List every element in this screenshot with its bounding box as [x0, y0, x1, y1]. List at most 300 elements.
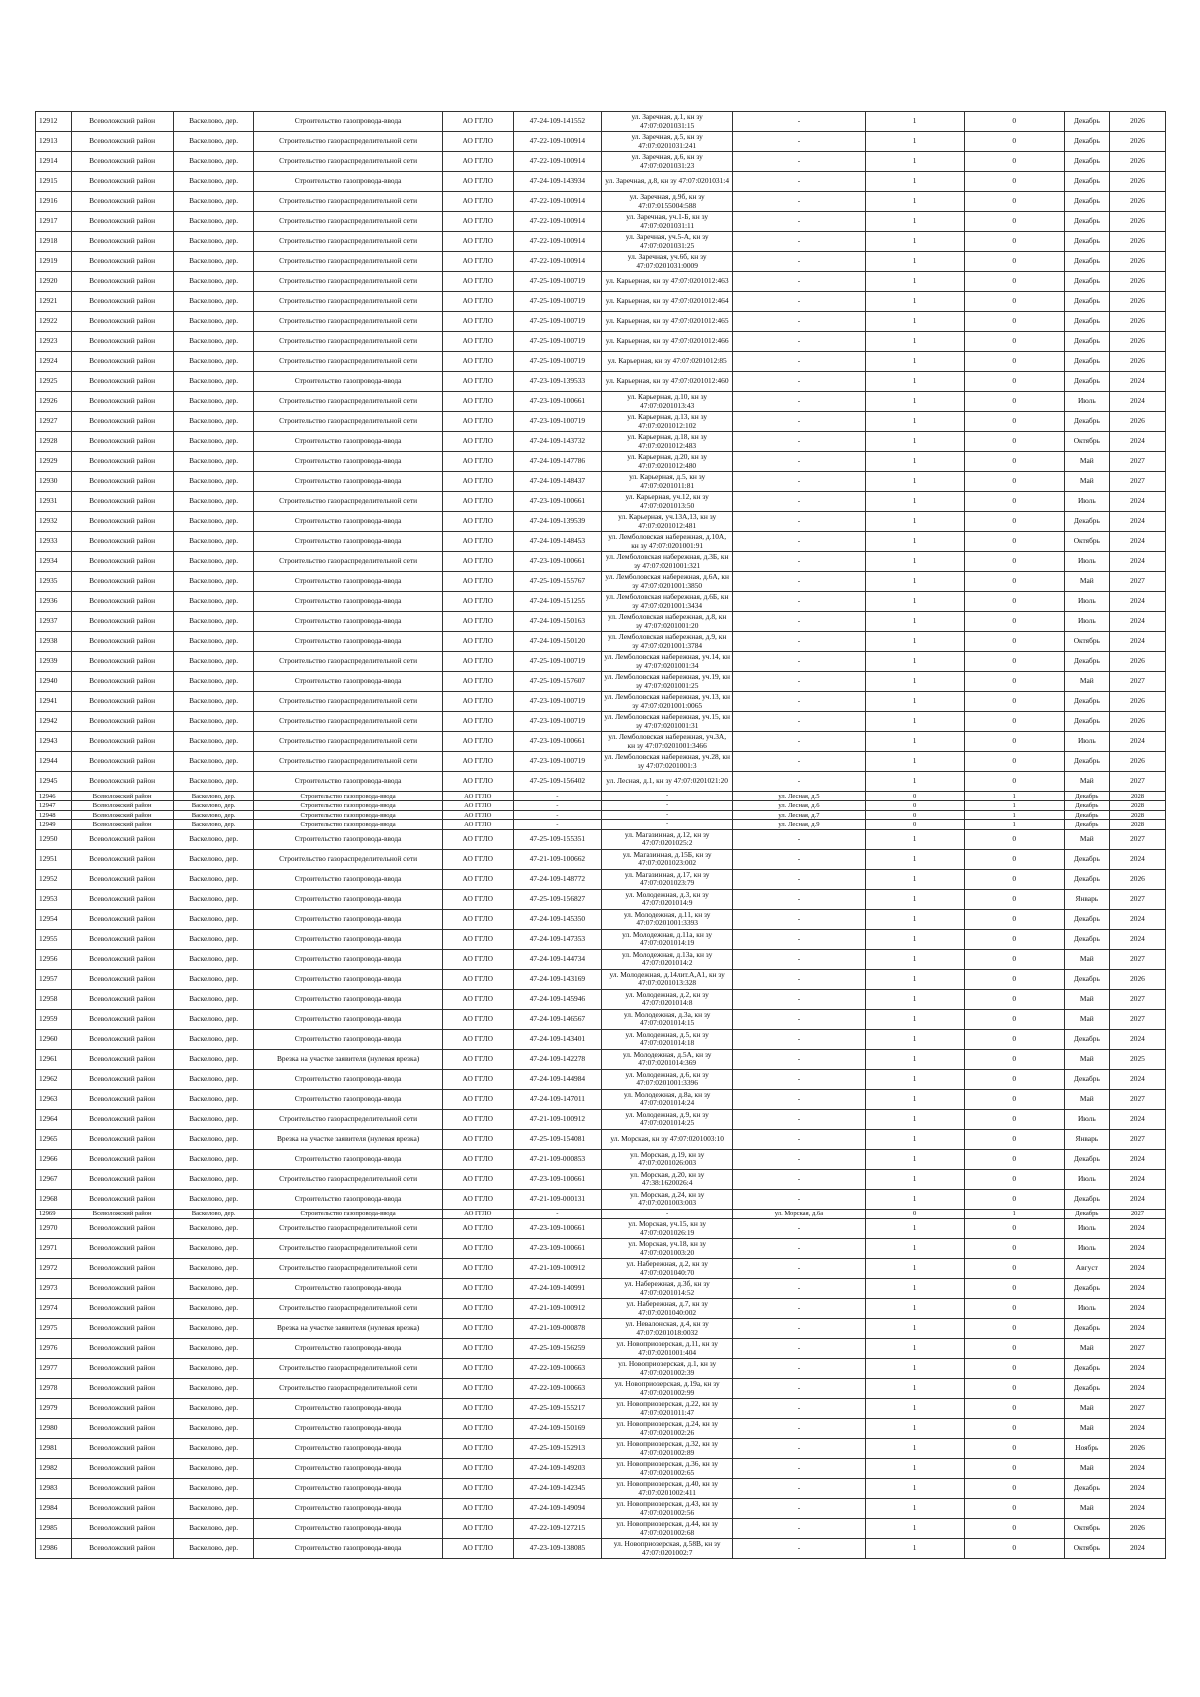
year-cell: 2026 [1109, 969, 1165, 989]
address-cadastral-cell: ул. Заречная, уч.5-А, кн зу 47:07:0201031:25 [602, 232, 733, 252]
district-cell: Всеволожский район [71, 532, 173, 552]
locality-cell: Васкелово, дер. [173, 1259, 254, 1279]
count-a-cell: 1 [865, 1519, 964, 1539]
district-cell: Всеволожский район [71, 432, 173, 452]
tu-number-cell: 47-24-109-145350 [513, 909, 601, 929]
tu-number-cell: 47-21-109-100912 [513, 1109, 601, 1129]
row-number: 12982 [36, 1459, 72, 1479]
table-row [36, 1129, 1166, 1149]
month-cell: Декабрь [1064, 232, 1109, 252]
address-cadastral-cell: ул. Молодежная, д.6, кн зу 47:07:0201001:3396 [602, 1069, 733, 1089]
address-cadastral-cell: - [602, 792, 733, 801]
work-type-cell: Строительство газораспределительной сети [254, 712, 442, 732]
locality-cell: Васкелово, дер. [173, 889, 254, 909]
tu-number-cell: - [513, 801, 601, 810]
address-cadastral-cell: ул. Молодежная, д.13а, кн зу 47:07:0201014:2 [602, 949, 733, 969]
locality-cell: Васкелово, дер. [173, 801, 254, 810]
address-cadastral-cell: ул. Лемболовская набережная, д.6Б, кн зу 47:07:0201001:3434 [602, 592, 733, 612]
address-cadastral-cell: ул. Новоприозерская, д.43, кн зу 47:07:0201002:56 [602, 1499, 733, 1519]
table-row [36, 512, 1166, 532]
locality-cell: Васкелово, дер. [173, 432, 254, 452]
organization-cell: АО ГГЛО [442, 929, 513, 949]
district-cell: Всеволожский район [71, 1339, 173, 1359]
address-extra-cell: - [733, 232, 865, 252]
year-cell: 2026 [1109, 172, 1165, 192]
month-cell: Декабрь [1064, 352, 1109, 372]
count-b-cell: 0 [964, 1189, 1064, 1209]
address-extra-cell: - [733, 212, 865, 232]
locality-cell: Васкелово, дер. [173, 392, 254, 412]
district-cell: Всеволожский район [71, 212, 173, 232]
month-cell: Июль [1064, 552, 1109, 572]
tu-number-cell: 47-25-109-154081 [513, 1129, 601, 1149]
work-type-cell: Строительство газопровода-ввода [254, 1089, 442, 1109]
address-extra-cell: - [733, 652, 865, 672]
address-cadastral-cell: ул. Молодежная, д.8а, кн зу 47:07:0201014:24 [602, 1089, 733, 1109]
row-number: 12945 [36, 772, 72, 792]
address-cadastral-cell: ул. Карьерная, уч.13А,13, кн зу 47:07:0201012:481 [602, 512, 733, 532]
address-cadastral-cell: ул. Карьерная, кн зу 47:07:0201012:464 [602, 292, 733, 312]
address-cadastral-cell: ул. Магазинная, д.15Б, кн зу 47:07:0201023:002 [602, 849, 733, 869]
organization-cell: АО ГГЛО [442, 1299, 513, 1319]
month-cell: Декабрь [1064, 412, 1109, 432]
district-cell: Всеволожский район [71, 1189, 173, 1209]
year-cell: 2027 [1109, 772, 1165, 792]
address-extra-cell: - [733, 1219, 865, 1239]
locality-cell: Васкелово, дер. [173, 949, 254, 969]
table-row [36, 1319, 1166, 1339]
row-number: 12940 [36, 672, 72, 692]
row-number: 12947 [36, 801, 72, 810]
locality-cell: Васкелово, дер. [173, 1239, 254, 1259]
address-extra-cell: - [733, 949, 865, 969]
tu-number-cell: - [513, 810, 601, 819]
year-cell: 2024 [1109, 1299, 1165, 1319]
organization-cell: АО ГГЛО [442, 552, 513, 572]
count-a-cell: 1 [865, 372, 964, 392]
count-b-cell: 0 [964, 132, 1064, 152]
address-extra-cell: ул. Лесная, д.5 [733, 792, 865, 801]
year-cell: 2026 [1109, 312, 1165, 332]
locality-cell: Васкелово, дер. [173, 989, 254, 1009]
row-number: 12966 [36, 1149, 72, 1169]
tu-number-cell: 47-25-109-156402 [513, 772, 601, 792]
address-cadastral-cell: - [602, 820, 733, 829]
address-extra-cell: - [733, 849, 865, 869]
work-type-cell: Строительство газопровода-ввода [254, 1519, 442, 1539]
count-b-cell: 0 [964, 332, 1064, 352]
year-cell: 2027 [1109, 472, 1165, 492]
organization-cell: АО ГГЛО [442, 192, 513, 212]
tu-number-cell: 47-22-109-100914 [513, 152, 601, 172]
locality-cell: Васкелово, дер. [173, 1359, 254, 1379]
tu-number-cell: 47-21-109-100662 [513, 849, 601, 869]
count-b-cell: 0 [964, 1069, 1064, 1089]
address-extra-cell: - [733, 772, 865, 792]
work-type-cell: Строительство газопровода-ввода [254, 472, 442, 492]
address-extra-cell: - [733, 152, 865, 172]
count-b-cell: 0 [964, 1279, 1064, 1299]
organization-cell: АО ГГЛО [442, 849, 513, 869]
table-row [36, 929, 1166, 949]
count-b-cell: 0 [964, 152, 1064, 172]
address-extra-cell: - [733, 432, 865, 452]
year-cell: 2026 [1109, 232, 1165, 252]
year-cell: 2024 [1109, 612, 1165, 632]
address-cadastral-cell: ул. Лемболовская набережная, д.9, кн зу 47:07:0201001:3784 [602, 632, 733, 652]
year-cell: 2024 [1109, 1499, 1165, 1519]
year-cell: 2024 [1109, 1029, 1165, 1049]
address-cadastral-cell: ул. Морская, уч.18, кн зу 47:07:0201003:20 [602, 1239, 733, 1259]
work-type-cell: Строительство газораспределительной сети [254, 192, 442, 212]
address-extra-cell: - [733, 572, 865, 592]
address-extra-cell: - [733, 732, 865, 752]
address-extra-cell: - [733, 112, 865, 132]
row-number: 12943 [36, 732, 72, 752]
month-cell: Декабрь [1064, 1069, 1109, 1089]
month-cell: Июль [1064, 1239, 1109, 1259]
count-b-cell: 0 [964, 1339, 1064, 1359]
table-row [36, 632, 1166, 652]
address-cadastral-cell: ул. Новоприозерская, д.19а, кн зу 47:07:0201002:99 [602, 1379, 733, 1399]
address-cadastral-cell: ул. Молодежная, д.3а, кн зу 47:07:0201014:15 [602, 1009, 733, 1029]
row-number: 12927 [36, 412, 72, 432]
count-b-cell: 0 [964, 712, 1064, 732]
address-cadastral-cell: ул. Карьерная, д.10, кн зу 47:07:0201013:43 [602, 392, 733, 412]
organization-cell: АО ГГЛО [442, 829, 513, 849]
count-a-cell: 0 [865, 810, 964, 819]
count-a-cell: 1 [865, 772, 964, 792]
tu-number-cell: 47-25-109-100719 [513, 312, 601, 332]
count-b-cell: 0 [964, 292, 1064, 312]
count-a-cell: 1 [865, 1479, 964, 1499]
count-a-cell: 1 [865, 1049, 964, 1069]
count-b-cell: 0 [964, 1439, 1064, 1459]
count-b-cell: 0 [964, 1239, 1064, 1259]
year-cell: 2024 [1109, 532, 1165, 552]
table-row [36, 772, 1166, 792]
table-row [36, 612, 1166, 632]
table-row [36, 1539, 1166, 1559]
address-extra-cell: - [733, 1439, 865, 1459]
month-cell: Декабрь [1064, 801, 1109, 810]
count-b-cell: 0 [964, 652, 1064, 672]
address-extra-cell: - [733, 1519, 865, 1539]
month-cell: Январь [1064, 1129, 1109, 1149]
locality-cell: Васкелово, дер. [173, 212, 254, 232]
tu-number-cell: 47-25-109-155351 [513, 829, 601, 849]
organization-cell: АО ГГЛО [442, 801, 513, 810]
count-a-cell: 1 [865, 632, 964, 652]
table-row [36, 552, 1166, 572]
count-a-cell: 1 [865, 132, 964, 152]
row-number: 12932 [36, 512, 72, 532]
district-cell: Всеволожский район [71, 1459, 173, 1479]
district-cell: Всеволожский район [71, 1169, 173, 1189]
month-cell: Июль [1064, 492, 1109, 512]
count-b-cell: 0 [964, 752, 1064, 772]
tu-number-cell: 47-22-109-100914 [513, 232, 601, 252]
month-cell: Июль [1064, 1169, 1109, 1189]
table-row [36, 572, 1166, 592]
count-b-cell: 1 [964, 820, 1064, 829]
count-b-cell: 0 [964, 452, 1064, 472]
year-cell: 2024 [1109, 372, 1165, 392]
locality-cell: Васкелово, дер. [173, 1539, 254, 1559]
address-cadastral-cell: ул. Лемболовская набережная, д.10А, кн зу 47:07:0201001:91 [602, 532, 733, 552]
tu-number-cell: 47-22-109-100914 [513, 132, 601, 152]
organization-cell: АО ГГЛО [442, 752, 513, 772]
work-type-cell: Строительство газораспределительной сети [254, 312, 442, 332]
table-row [36, 1299, 1166, 1319]
row-number: 12970 [36, 1219, 72, 1239]
month-cell: Декабрь [1064, 372, 1109, 392]
count-b-cell: 0 [964, 512, 1064, 532]
count-a-cell: 1 [865, 1169, 964, 1189]
organization-cell: АО ГГЛО [442, 1439, 513, 1459]
district-cell: Всеволожский район [71, 552, 173, 572]
row-number: 12950 [36, 829, 72, 849]
organization-cell: АО ГГЛО [442, 792, 513, 801]
month-cell: Июль [1064, 612, 1109, 632]
row-number: 12967 [36, 1169, 72, 1189]
table-row [36, 372, 1166, 392]
address-extra-cell: - [733, 1319, 865, 1339]
table-row [36, 989, 1166, 1009]
count-a-cell: 1 [865, 1459, 964, 1479]
row-number: 12924 [36, 352, 72, 372]
row-number: 12912 [36, 112, 72, 132]
address-cadastral-cell: ул. Молодежная, д.11, кн зу 47:07:0201001:3393 [602, 909, 733, 929]
address-extra-cell: - [733, 889, 865, 909]
row-number: 12973 [36, 1279, 72, 1299]
month-cell: Декабрь [1064, 849, 1109, 869]
organization-cell: АО ГГЛО [442, 1319, 513, 1339]
address-extra-cell: - [733, 829, 865, 849]
year-cell: 2024 [1109, 1479, 1165, 1499]
table-row [36, 212, 1166, 232]
month-cell: Май [1064, 1399, 1109, 1419]
row-number: 12958 [36, 989, 72, 1009]
row-number: 12979 [36, 1399, 72, 1419]
month-cell: Январь [1064, 889, 1109, 909]
address-cadastral-cell: ул. Новоприозерская, д.58В, кн зу 47:07:0201002:7 [602, 1539, 733, 1559]
work-type-cell: Строительство газопровода-ввода [254, 512, 442, 532]
work-type-cell: Строительство газопровода-ввода [254, 572, 442, 592]
district-cell: Всеволожский район [71, 1319, 173, 1339]
count-a-cell: 1 [865, 152, 964, 172]
address-cadastral-cell: ул. Заречная, д.5, кн зу 47:07:0201031:241 [602, 132, 733, 152]
month-cell: Декабрь [1064, 512, 1109, 532]
month-cell: Май [1064, 829, 1109, 849]
address-extra-cell: - [733, 752, 865, 772]
month-cell: Декабрь [1064, 272, 1109, 292]
tu-number-cell: 47-24-109-142345 [513, 1479, 601, 1499]
month-cell: Октябрь [1064, 532, 1109, 552]
year-cell: 2024 [1109, 1279, 1165, 1299]
address-extra-cell: - [733, 1299, 865, 1319]
work-type-cell: Строительство газопровода-ввода [254, 632, 442, 652]
district-cell: Всеволожский район [71, 889, 173, 909]
table-row [36, 949, 1166, 969]
month-cell: Декабрь [1064, 820, 1109, 829]
tu-number-cell: 47-22-109-100914 [513, 192, 601, 212]
organization-cell: АО ГГЛО [442, 532, 513, 552]
table-row [36, 172, 1166, 192]
year-cell: 2026 [1109, 652, 1165, 672]
district-cell: Всеволожский район [71, 989, 173, 1009]
year-cell: 2026 [1109, 212, 1165, 232]
work-type-cell: Строительство газопровода-ввода [254, 792, 442, 801]
table-row [36, 1279, 1166, 1299]
count-b-cell: 0 [964, 1219, 1064, 1239]
work-type-cell: Строительство газораспределительной сети [254, 152, 442, 172]
work-type-cell: Строительство газопровода-ввода [254, 889, 442, 909]
address-extra-cell: - [733, 492, 865, 512]
count-b-cell: 0 [964, 1459, 1064, 1479]
year-cell: 2024 [1109, 1319, 1165, 1339]
table-row [36, 112, 1166, 132]
row-number: 12934 [36, 552, 72, 572]
address-cadastral-cell: ул. Лемболовская набережная, уч.14, кн зу 47:07:0201001:34 [602, 652, 733, 672]
address-extra-cell: ул. Морская, д.6а [733, 1209, 865, 1218]
address-extra-cell: - [733, 332, 865, 352]
row-number: 12951 [36, 849, 72, 869]
year-cell: 2024 [1109, 1069, 1165, 1089]
year-cell: 2026 [1109, 132, 1165, 152]
address-extra-cell: - [733, 1279, 865, 1299]
month-cell: Октябрь [1064, 632, 1109, 652]
count-b-cell: 0 [964, 212, 1064, 232]
tu-number-cell: 47-22-109-127215 [513, 1519, 601, 1539]
count-b-cell: 0 [964, 989, 1064, 1009]
table-row [36, 1149, 1166, 1169]
table-row [36, 452, 1166, 472]
table-row [36, 820, 1166, 829]
month-cell: Декабрь [1064, 312, 1109, 332]
work-type-cell: Строительство газораспределительной сети [254, 212, 442, 232]
address-cadastral-cell: ул. Карьерная, кн зу 47:07:0201012:85 [602, 352, 733, 372]
address-cadastral-cell: ул. Магазинная, д.12, кн зу 47:07:0201025:2 [602, 829, 733, 849]
year-cell: 2024 [1109, 392, 1165, 412]
count-a-cell: 1 [865, 869, 964, 889]
address-extra-cell: - [733, 1109, 865, 1129]
locality-cell: Васкелово, дер. [173, 232, 254, 252]
count-a-cell: 1 [865, 1499, 964, 1519]
district-cell: Всеволожский район [71, 732, 173, 752]
year-cell: 2026 [1109, 1439, 1165, 1459]
district-cell: Всеволожский район [71, 772, 173, 792]
month-cell: Декабрь [1064, 152, 1109, 172]
row-number: 12930 [36, 472, 72, 492]
row-number: 12964 [36, 1109, 72, 1129]
table-row [36, 1189, 1166, 1209]
tu-number-cell: 47-25-109-100719 [513, 292, 601, 312]
row-number: 12918 [36, 232, 72, 252]
count-a-cell: 1 [865, 1089, 964, 1109]
table-row [36, 192, 1166, 212]
address-extra-cell: - [733, 692, 865, 712]
tu-number-cell: 47-23-109-100661 [513, 1239, 601, 1259]
row-number: 12938 [36, 632, 72, 652]
row-number: 12941 [36, 692, 72, 712]
count-a-cell: 1 [865, 272, 964, 292]
table-row [36, 909, 1166, 929]
address-cadastral-cell: ул. Набережная, д.3б, кн зу 47:07:0201014:52 [602, 1279, 733, 1299]
address-extra-cell: - [733, 1089, 865, 1109]
locality-cell: Васкелово, дер. [173, 452, 254, 472]
count-a-cell: 1 [865, 1029, 964, 1049]
locality-cell: Васкелово, дер. [173, 1419, 254, 1439]
address-cadastral-cell: ул. Новоприозерская, д.44, кн зу 47:07:0201002:68 [602, 1519, 733, 1539]
table-row [36, 152, 1166, 172]
locality-cell: Васкелово, дер. [173, 672, 254, 692]
organization-cell: АО ГГЛО [442, 732, 513, 752]
month-cell: Июль [1064, 1109, 1109, 1129]
count-b-cell: 0 [964, 1539, 1064, 1559]
address-cadastral-cell: ул. Морская, д.19, кн зу 47:07:0201026:003 [602, 1149, 733, 1169]
address-extra-cell: - [733, 472, 865, 492]
work-type-cell: Строительство газораспределительной сети [254, 332, 442, 352]
row-number: 12959 [36, 1009, 72, 1029]
month-cell: Июль [1064, 732, 1109, 752]
locality-cell: Васкелово, дер. [173, 652, 254, 672]
organization-cell: АО ГГЛО [442, 810, 513, 819]
organization-cell: АО ГГЛО [442, 1109, 513, 1129]
table-row [36, 312, 1166, 332]
month-cell: Декабрь [1064, 192, 1109, 212]
address-extra-cell: - [733, 909, 865, 929]
work-type-cell: Строительство газопровода-ввода [254, 1479, 442, 1499]
district-cell: Всеволожский район [71, 1239, 173, 1259]
tu-number-cell: 47-21-109-000878 [513, 1319, 601, 1339]
count-a-cell: 1 [865, 1109, 964, 1129]
year-cell: 2026 [1109, 292, 1165, 312]
district-cell: Всеволожский район [71, 792, 173, 801]
year-cell: 2024 [1109, 909, 1165, 929]
tu-number-cell: 47-24-109-146567 [513, 1009, 601, 1029]
year-cell: 2024 [1109, 1149, 1165, 1169]
locality-cell: Васкелово, дер. [173, 1319, 254, 1339]
row-number: 12914 [36, 152, 72, 172]
address-cadastral-cell: ул. Лемболовская набережная, уч.3А, кн зу 47:07:0201001:3466 [602, 732, 733, 752]
address-cadastral-cell: ул. Молодежная, д.11а, кн зу 47:07:0201014:19 [602, 929, 733, 949]
organization-cell: АО ГГЛО [442, 1239, 513, 1259]
work-type-cell: Врезка на участке заявителя (нулевая врезка) [254, 1319, 442, 1339]
locality-cell: Васкелово, дер. [173, 772, 254, 792]
count-a-cell: 1 [865, 572, 964, 592]
count-a-cell: 1 [865, 672, 964, 692]
address-extra-cell: - [733, 632, 865, 652]
count-b-cell: 0 [964, 472, 1064, 492]
count-b-cell: 1 [964, 810, 1064, 819]
year-cell: 2026 [1109, 352, 1165, 372]
count-a-cell: 1 [865, 592, 964, 612]
address-extra-cell: - [733, 1419, 865, 1439]
district-cell: Всеволожский район [71, 232, 173, 252]
table-row [36, 692, 1166, 712]
year-cell: 2024 [1109, 1219, 1165, 1239]
row-number: 12931 [36, 492, 72, 512]
district-cell: Всеволожский район [71, 752, 173, 772]
locality-cell: Васкелово, дер. [173, 1499, 254, 1519]
table-row [36, 849, 1166, 869]
count-b-cell: 0 [964, 1299, 1064, 1319]
count-b-cell: 0 [964, 572, 1064, 592]
locality-cell: Васкелово, дер. [173, 472, 254, 492]
tu-number-cell: 47-24-109-150169 [513, 1419, 601, 1439]
address-cadastral-cell: ул. Лесная, д.1, кн зу 47:07:0201021:20 [602, 772, 733, 792]
